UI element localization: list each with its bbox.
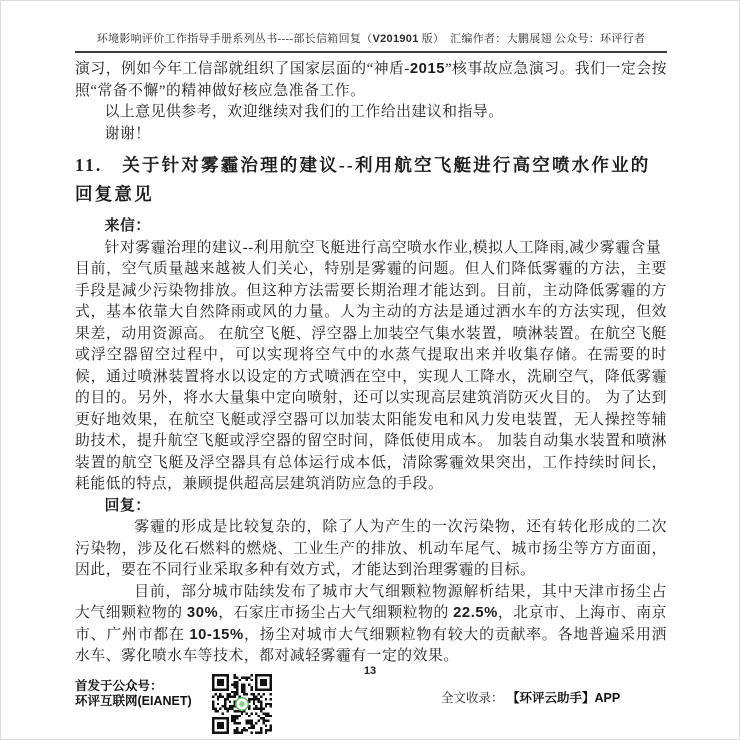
text-segment: 2015 — [409, 61, 446, 77]
text-segment: ，石家庄市扬尘占大气细颗粒物的 — [218, 605, 454, 621]
text-segment: 30% — [186, 605, 219, 621]
text-segment: 谢谢！ — [104, 125, 151, 142]
text-segment: 10-15% — [189, 626, 244, 643]
text-segment: ，北京市、上海市、南京市、广州市都在 — [75, 605, 667, 643]
footer-publisher — [75, 679, 192, 709]
para-reply-2 — [75, 582, 667, 668]
text-segment: 针对雾霾治理的建议--利用航空飞艇进行高空喷水作业,模拟人工降雨,减少雾霾含量 — [104, 239, 662, 256]
para-thanks — [75, 124, 667, 146]
label-reply — [75, 496, 667, 518]
text-segment: 回复： — [104, 497, 151, 514]
footer-app-note — [441, 688, 620, 706]
page-header — [75, 30, 667, 53]
para-letter-subject — [75, 238, 667, 260]
section-heading — [75, 151, 667, 209]
document-body — [75, 59, 667, 668]
text-segment: 以上意见供参考，欢迎继续对我们的工作给出建议和指导。 — [104, 104, 504, 120]
text-segment: 演习，例如今年工信部就组织了国家层面的“神盾- — [75, 61, 410, 77]
text-segment: 版） 汇编作者：大鹏展翅 公众号：环评行者 — [418, 33, 646, 45]
text-segment: 22.5% — [453, 605, 498, 621]
footer-app-name: 【环评云助手】APP — [507, 691, 621, 705]
page-number: 13 — [363, 665, 377, 677]
text-segment: 目前，部分城市陆续发布了城市大气细颗粒物源解析结果，其中天津市扬尘占大气细颗粒物的 — [75, 583, 667, 621]
qr-code-icon — [212, 674, 272, 734]
text-segment: ，扬尘对城市大气细颗粒物有较大的贡献率。各地普遍采用洒水车、雾化喷水车等技术，都对减轻雾霾有一定的效果。 — [75, 626, 667, 664]
footer-publisher-line2: 环评互联网(EIANET) — [75, 694, 192, 708]
text-segment: 11. 关于针对雾霾治理的建议--利用航空飞艇进行高空喷水作业的回复意见 — [75, 155, 651, 204]
text-segment: 雾霾的形成是比较复杂的，除了人为产生的一次污染物，还有转化形成的二次污染物，涉及化石燃料的燃烧、工业生产的排放、机动车尾气、城市扬尘等方方面面，因此，要在不同行业采取多种有效方式，才能达到治理雾霾的目标。 — [75, 519, 667, 578]
footer-app-prefix: 全文收录： — [441, 691, 504, 705]
text-segment: ”核事故应急演习。我们一定会按照“常备不懈”的精神做好核应急准备工作。 — [75, 61, 667, 99]
text-segment: V201901 — [372, 33, 419, 45]
text-segment: 目前，空气质量越来越被人们关心，特别是雾霾的问题。但人们降低雾霾的方法，主要手段是减少污染物排放。但这种方法需要长期治理才能达到。目前，主动降低雾霾的方式，基本依靠大自然降雨或风的力量。人为主动的方法是通过洒水车的方法实现，但效果差，动用资源高。 在航空飞艇、浮空器上加装空气集水装置，喷淋装置。在航空飞艇或浮空器留空过程中，可以实现将空气中的水蒸气提取出来并收集存储。在需要的时候，通过喷淋装置将水以设定的方式喷洒在空中，实现人工降水，洗刷空气，降低雾霾的目的。另外，将水大量集中定向喷射，还可以实现高层建筑消防灭火目的。 为了达到更好地效果，在航空飞艇或浮空器可以加装太阳能发电和风力发电装置，无人操控等辅助技术，提升航空飞艇或浮空器的留空时间，降低使用成本。 加装自动集水装置和喷淋装置的航空飞艇及浮空器具有总体运行成本低，清除雾霾效果突出，工作持续时间长，耗能低的特点，兼顾提供超高层建筑消防应急的手段。 — [75, 261, 667, 492]
para-reply-1 — [75, 517, 667, 582]
para-closing — [75, 102, 667, 124]
para-letter-body — [75, 259, 667, 496]
text-segment: 环境影响评价工作指导手册系列丛书----部长信箱回复（ — [96, 33, 373, 45]
para-continuation — [75, 59, 667, 102]
text-segment: 来信： — [104, 218, 151, 234]
footer-publisher-line1: 首发于公众号： — [75, 679, 163, 693]
label-incoming-letter — [75, 216, 667, 238]
